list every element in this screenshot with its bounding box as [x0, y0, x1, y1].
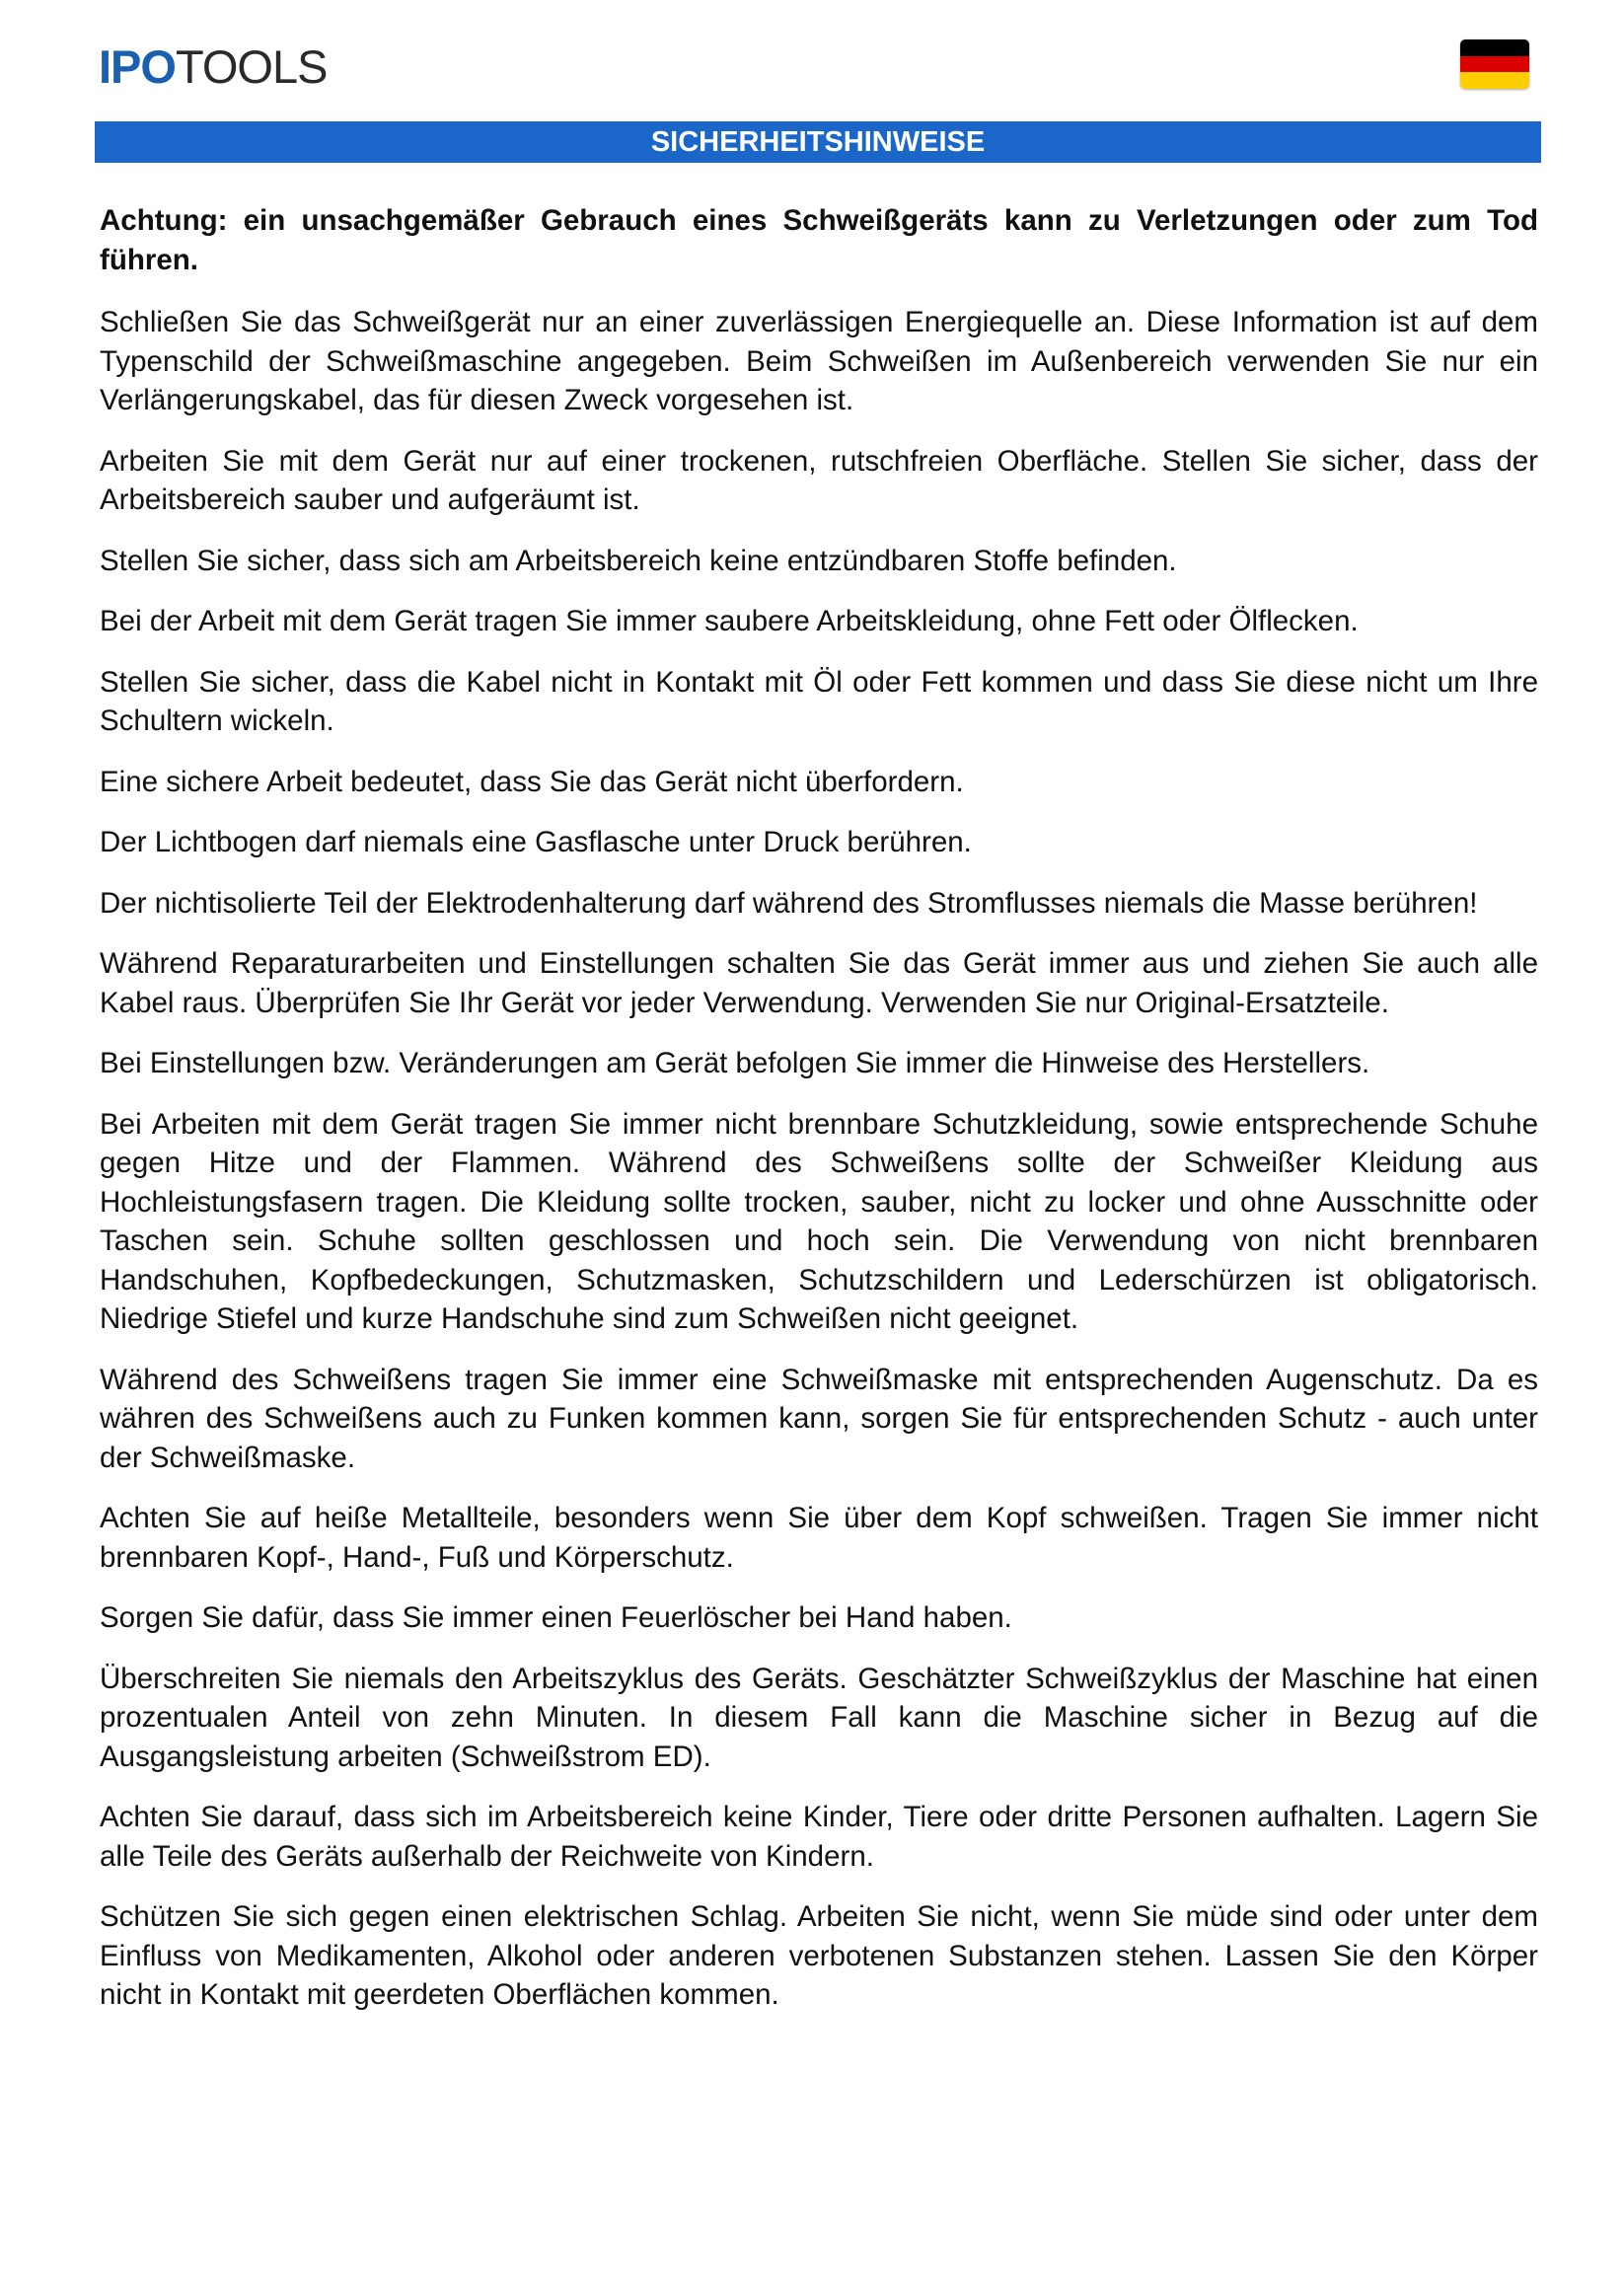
paragraph: Schützen Sie sich gegen einen elektrischen Schlag. Arbeiten Sie nicht, wenn Sie müde sind oder unter dem Einfluss von Medikamenten, Alkohol oder anderen verbotenen Substanzen stehen. Lassen Sie den Körper nicht in Kontakt mit geerdeten Oberflächen kommen. — [100, 1900, 1538, 2011]
paragraph: Achten Sie auf heiße Metallteile, besonders wenn Sie über dem Kopf schweißen. Tragen Sie immer nicht brennbaren Kopf-, Hand-, Fuß und Körperschutz. — [100, 1502, 1538, 1574]
paragraph: Eine sichere Arbeit bedeutet, dass Sie das Gerät nicht überfordern. — [100, 765, 964, 798]
paragraph: Während Reparaturarbeiten und Einstellungen schalten Sie das Gerät immer aus und ziehen Sie auch alle Kabel raus. Überprüfen Sie Ihr Gerät vor jeder Verwendung. Verwenden Sie nur Original-Ersatzteile. — [100, 947, 1538, 1019]
paragraph: Schließen Sie das Schweißgerät nur an einer zuverlässigen Energiequelle an. Diese Information ist auf dem Typenschild der Schweißmaschine angegeben. Beim Schweißen im Außenbereich verwenden Sie nur ein Verlängerungskabel, das für diesen Zweck vorgesehen ist. — [100, 306, 1538, 416]
paragraph: Der nichtisolierte Teil der Elektrodenhalterung darf während des Stromflusses niemals die Masse berühren! — [100, 886, 1478, 920]
safety-instructions — [100, 201, 1538, 2037]
paragraph: Überschreiten Sie niemals den Arbeitszyklus des Geräts. Geschätzter Schweißzyklus der Maschine hat einen prozentualen Anteil von zehn Minuten. In diesem Fall kann die Maschine sicher in Bezug auf die Ausgangsleistung arbeiten (Schweißstrom ED). — [100, 1662, 1538, 1773]
paragraph: Stellen Sie sicher, dass sich am Arbeitsbereich keine entzündbaren Stoffe befinden. — [100, 544, 1177, 577]
brand-logo — [99, 40, 328, 93]
paragraph: Achten Sie darauf, dass sich im Arbeitsbereich keine Kinder, Tiere oder dritte Personen aufhalten. Lagern Sie alle Teile des Geräts außerhalb der Reichweite von Kindern. — [100, 1801, 1538, 1873]
paragraph: Sorgen Sie dafür, dass Sie immer einen Feuerlöscher bei Hand haben. — [100, 1601, 1012, 1634]
flag-stripe-gold — [1460, 72, 1529, 89]
paragraph: Stellen Sie sicher, dass die Kabel nicht in Kontakt mit Öl oder Fett kommen und dass Sie diese nicht um Ihre Schultern wickeln. — [100, 665, 1538, 737]
paragraph: Bei der Arbeit mit dem Gerät tragen Sie immer saubere Arbeitskleidung, ohne Fett oder Ölflecken. — [100, 605, 1359, 637]
paragraph: Der Lichtbogen darf niemals eine Gasflasche unter Druck berühren. — [100, 826, 972, 858]
germany-flag-icon — [1460, 39, 1529, 89]
flag-stripe-black — [1460, 39, 1529, 56]
logo-tools: TOOLS — [175, 40, 328, 93]
paragraph: Bei Arbeiten mit dem Gerät tragen Sie immer nicht brennbare Schutzkleidung, sowie entsprechende Schuhe gegen Hitze und der Flammen. Während des Schweißens sollte der Schweißer Kleidung aus Hochleistungsfasern tragen. Die Kleidung sollte trocken, sauber, nicht zu locker und ohne Ausschnitte oder Taschen sein. Schuhe sollten geschlossen und hoch sein. Die Verwendung von nicht brennbaren Handschuhen, Kopfbedeckungen, Schutzmasken, Schutzschildern und Lederschürzen ist obligatorisch. Niedrige Stiefel und kurze Handschuhe sind zum Schweißen nicht geeignet. — [100, 1107, 1538, 1335]
flag-stripe-red — [1460, 56, 1529, 73]
paragraph: Arbeiten Sie mit dem Gerät nur auf einer trockenen, rutschfreien Oberfläche. Stellen Sie sicher, dass der Arbeitsbereich sauber und aufgeräumt ist. — [100, 444, 1538, 516]
paragraph: Während des Schweißens tragen Sie immer eine Schweißmaske mit entsprechenden Augenschutz. Da es währen des Schweißens auch zu Funken kommen kann, sorgen Sie für entsprechenden Schutz - auch unter der Schweißmaske. — [100, 1363, 1538, 1474]
section-title-banner: SICHERHEITSHINWEISE — [95, 121, 1541, 163]
paragraph: Bei Einstellungen bzw. Veränderungen am Gerät befolgen Sie immer die Hinweise des Herstellers. — [100, 1047, 1370, 1079]
warning-text: Achtung: ein unsachgemäßer Gebrauch eines Schweißgeräts kann zu Verletzungen oder zum Tod führen. — [100, 204, 1538, 276]
logo-ipo: IPO — [99, 40, 176, 93]
